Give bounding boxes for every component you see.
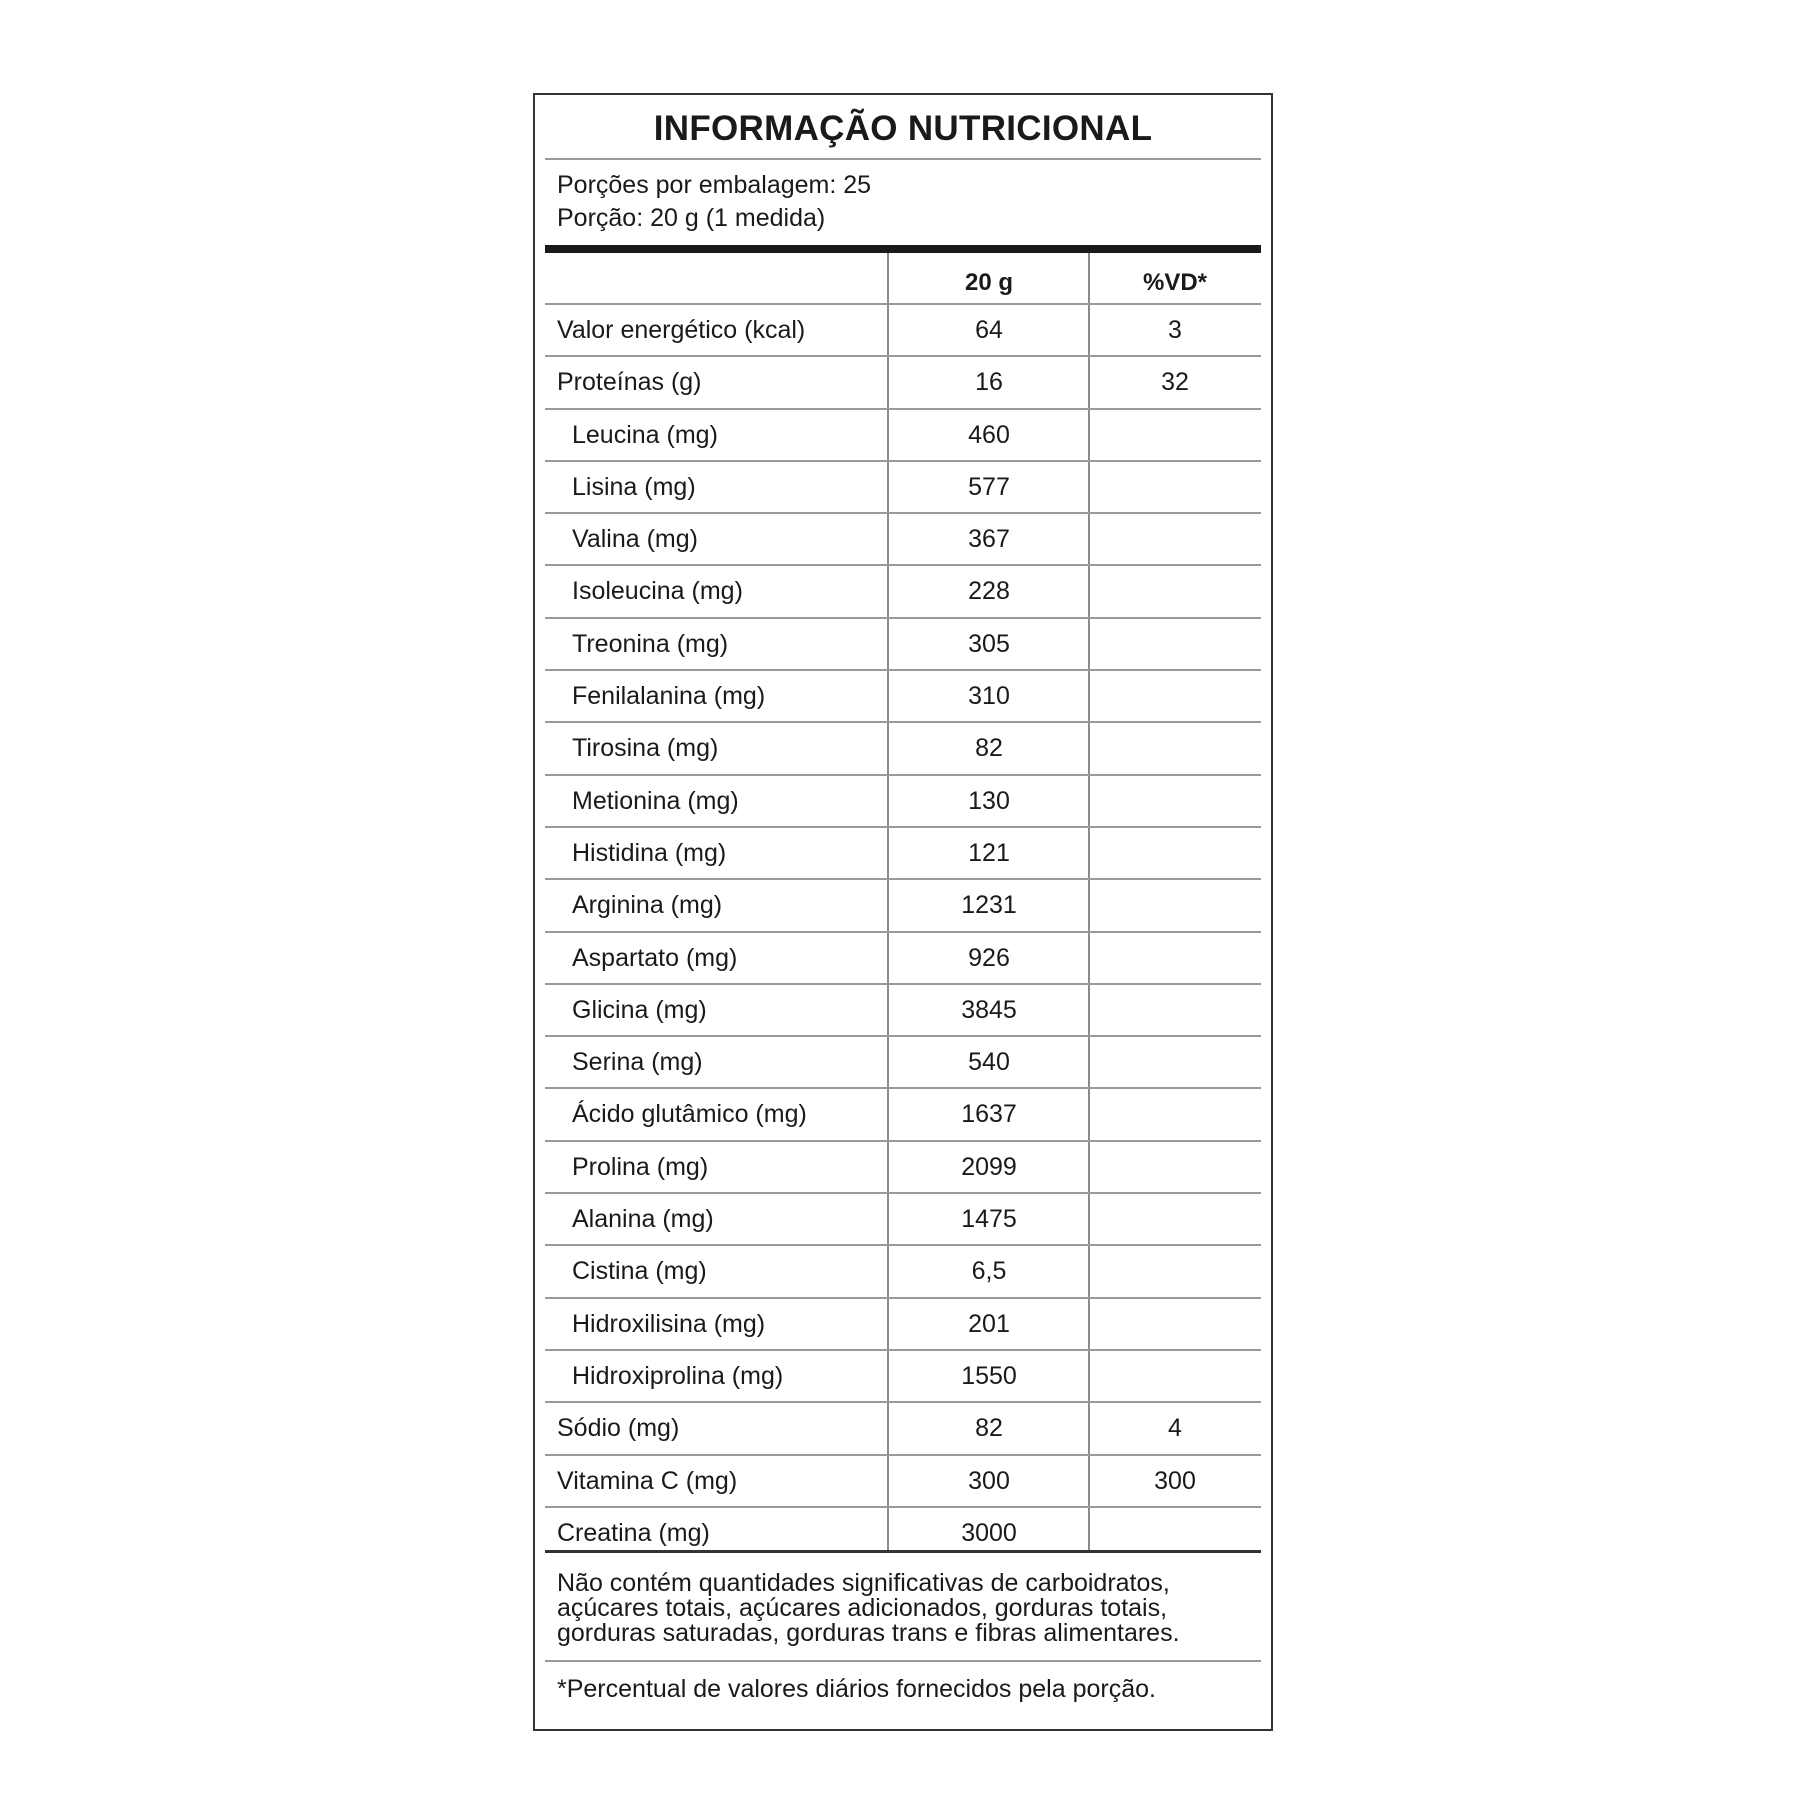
table-row xyxy=(545,460,1261,512)
nutrient-name: Histidina (mg) xyxy=(572,838,727,867)
table-row xyxy=(545,408,1261,460)
table-row xyxy=(545,1035,1261,1087)
nutrient-name: Proteínas (g) xyxy=(557,368,702,397)
nutrient-daily-value xyxy=(1089,1089,1261,1139)
nutrient-name: Isoleucina (mg) xyxy=(572,577,743,606)
nutrient-daily-value xyxy=(1089,723,1261,773)
table-row xyxy=(545,983,1261,1035)
nutrient-quantity: 460 xyxy=(968,420,1010,449)
table-row xyxy=(545,1244,1261,1296)
nutrient-name: Treonina (mg) xyxy=(572,629,729,658)
nutrient-quantity: 82 xyxy=(975,1414,1003,1443)
nutrient-quantity: 130 xyxy=(968,786,1010,815)
nutrient-quantity: 121 xyxy=(968,838,1010,867)
not-significant-note xyxy=(557,1571,1257,1646)
table-row xyxy=(545,1454,1261,1506)
nutrient-quantity: 1475 xyxy=(961,1205,1017,1234)
table-row xyxy=(545,617,1261,669)
nutrient-name: Valor energético (kcal) xyxy=(557,316,806,344)
nutrient-daily-value xyxy=(1089,619,1261,669)
portion-size: Porção: 20 g (1 medida) xyxy=(557,204,826,232)
nutrient-name: Hidroxiprolina (mg) xyxy=(572,1361,784,1390)
table-row xyxy=(545,355,1261,407)
nutrient-quantity: 540 xyxy=(968,1048,1010,1077)
nutrient-daily-value xyxy=(1089,462,1261,512)
nutrient-quantity: 16 xyxy=(975,368,1003,397)
nutrient-quantity: 3845 xyxy=(961,995,1017,1024)
table-row xyxy=(545,303,1261,355)
note-line: açúcares totais, açúcares adicionados, gorduras totais, xyxy=(557,1594,1168,1622)
nutrient-daily-value xyxy=(1089,828,1261,878)
nutrient-name: Glicina (mg) xyxy=(572,995,707,1024)
footnote-divider xyxy=(545,1660,1261,1662)
nutrient-quantity: 228 xyxy=(968,577,1010,606)
table-row xyxy=(545,721,1261,773)
nutrient-daily-value xyxy=(1089,566,1261,616)
nutrient-daily-value xyxy=(1089,1351,1261,1401)
nutrient-daily-value: 32 xyxy=(1161,368,1189,397)
nutrient-quantity: 577 xyxy=(968,472,1010,501)
note-line: Não contém quantidades significativas de carboidratos, xyxy=(557,1569,1170,1597)
nutrient-daily-value xyxy=(1089,671,1261,721)
header-daily-value: %VD* xyxy=(1142,269,1208,296)
nutrient-daily-value xyxy=(1089,933,1261,983)
nutrient-table xyxy=(545,303,1261,1558)
nutrient-name: Alanina (mg) xyxy=(572,1205,714,1234)
nutrient-name: Lisina (mg) xyxy=(572,472,696,501)
nutrient-name: Cistina (mg) xyxy=(572,1257,707,1286)
title-divider xyxy=(545,158,1261,160)
nutrient-name: Vitamina C (mg) xyxy=(557,1466,738,1495)
table-row xyxy=(545,1401,1261,1453)
nutrient-quantity: 305 xyxy=(968,629,1010,658)
table-row xyxy=(545,774,1261,826)
nutrient-name: Fenilalanina (mg) xyxy=(572,682,766,711)
serving-divider xyxy=(545,245,1261,253)
table-row xyxy=(545,826,1261,878)
nutrient-daily-value xyxy=(1089,1142,1261,1192)
nutrient-name: Leucina (mg) xyxy=(572,420,718,449)
nutrient-quantity: 926 xyxy=(968,943,1010,972)
nutrient-daily-value xyxy=(1089,776,1261,826)
note-line: gorduras saturadas, gorduras trans e fibras alimentares. xyxy=(557,1619,1180,1647)
nutrient-daily-value xyxy=(1089,880,1261,930)
nutrient-quantity: 2099 xyxy=(961,1152,1017,1181)
nutrient-quantity: 1231 xyxy=(961,891,1017,920)
label-title: INFORMAÇÃO NUTRICIONAL xyxy=(653,109,1153,148)
nutrient-name: Serina (mg) xyxy=(572,1048,703,1077)
nutrient-quantity: 64 xyxy=(975,316,1003,344)
nutrient-daily-value xyxy=(1089,514,1261,564)
nutrient-daily-value xyxy=(1089,1194,1261,1244)
daily-value-note: *Percentual de valores diários fornecidos pela porção. xyxy=(557,1675,1156,1703)
nutrient-quantity: 201 xyxy=(968,1309,1010,1338)
nutrient-quantity: 3000 xyxy=(961,1518,1017,1547)
nutrient-quantity: 300 xyxy=(968,1466,1010,1495)
nutrient-name: Creatina (mg) xyxy=(557,1518,710,1547)
nutrient-quantity: 367 xyxy=(968,525,1010,554)
nutrient-quantity: 310 xyxy=(968,682,1010,711)
table-row xyxy=(545,669,1261,721)
nutrient-name: Tirosina (mg) xyxy=(572,734,719,763)
nutrient-quantity: 6,5 xyxy=(971,1257,1007,1286)
nutrient-daily-value xyxy=(1089,985,1261,1035)
nutrient-name: Hidroxilisina (mg) xyxy=(572,1309,766,1338)
nutrient-daily-value xyxy=(1089,1246,1261,1296)
nutrient-daily-value xyxy=(1089,1037,1261,1087)
header-nutrient xyxy=(545,260,889,306)
table-row xyxy=(545,564,1261,616)
nutrient-name: Valina (mg) xyxy=(572,525,698,554)
nutrient-name: Metionina (mg) xyxy=(572,786,739,815)
nutrition-facts-label xyxy=(533,93,1273,1731)
portions-per-package: Porções por embalagem: 25 xyxy=(557,171,872,199)
nutrient-daily-value: 4 xyxy=(1168,1414,1182,1443)
nutrient-daily-value: 3 xyxy=(1168,316,1182,344)
nutrient-name: Arginina (mg) xyxy=(572,891,723,920)
nutrient-name: Ácido glutâmico (mg) xyxy=(572,1100,807,1129)
nutrient-quantity: 1550 xyxy=(961,1361,1017,1390)
table-row xyxy=(545,878,1261,930)
nutrient-name: Prolina (mg) xyxy=(572,1152,709,1181)
table-bottom-rule xyxy=(545,1550,1261,1553)
nutrient-quantity: 1637 xyxy=(961,1100,1017,1129)
nutrient-quantity: 82 xyxy=(975,734,1003,763)
nutrient-daily-value: 300 xyxy=(1154,1466,1196,1495)
table-row xyxy=(545,1297,1261,1349)
table-row xyxy=(545,1192,1261,1244)
nutrient-name: Sódio (mg) xyxy=(557,1414,680,1443)
table-row xyxy=(545,1349,1261,1401)
nutrient-daily-value xyxy=(1089,1299,1261,1349)
table-row xyxy=(545,1087,1261,1139)
table-row xyxy=(545,1140,1261,1192)
header-quantity: 20 g xyxy=(964,269,1014,296)
nutrient-name: Aspartato (mg) xyxy=(572,943,738,972)
nutrient-daily-value xyxy=(1089,410,1261,460)
table-row xyxy=(545,931,1261,983)
table-row xyxy=(545,512,1261,564)
